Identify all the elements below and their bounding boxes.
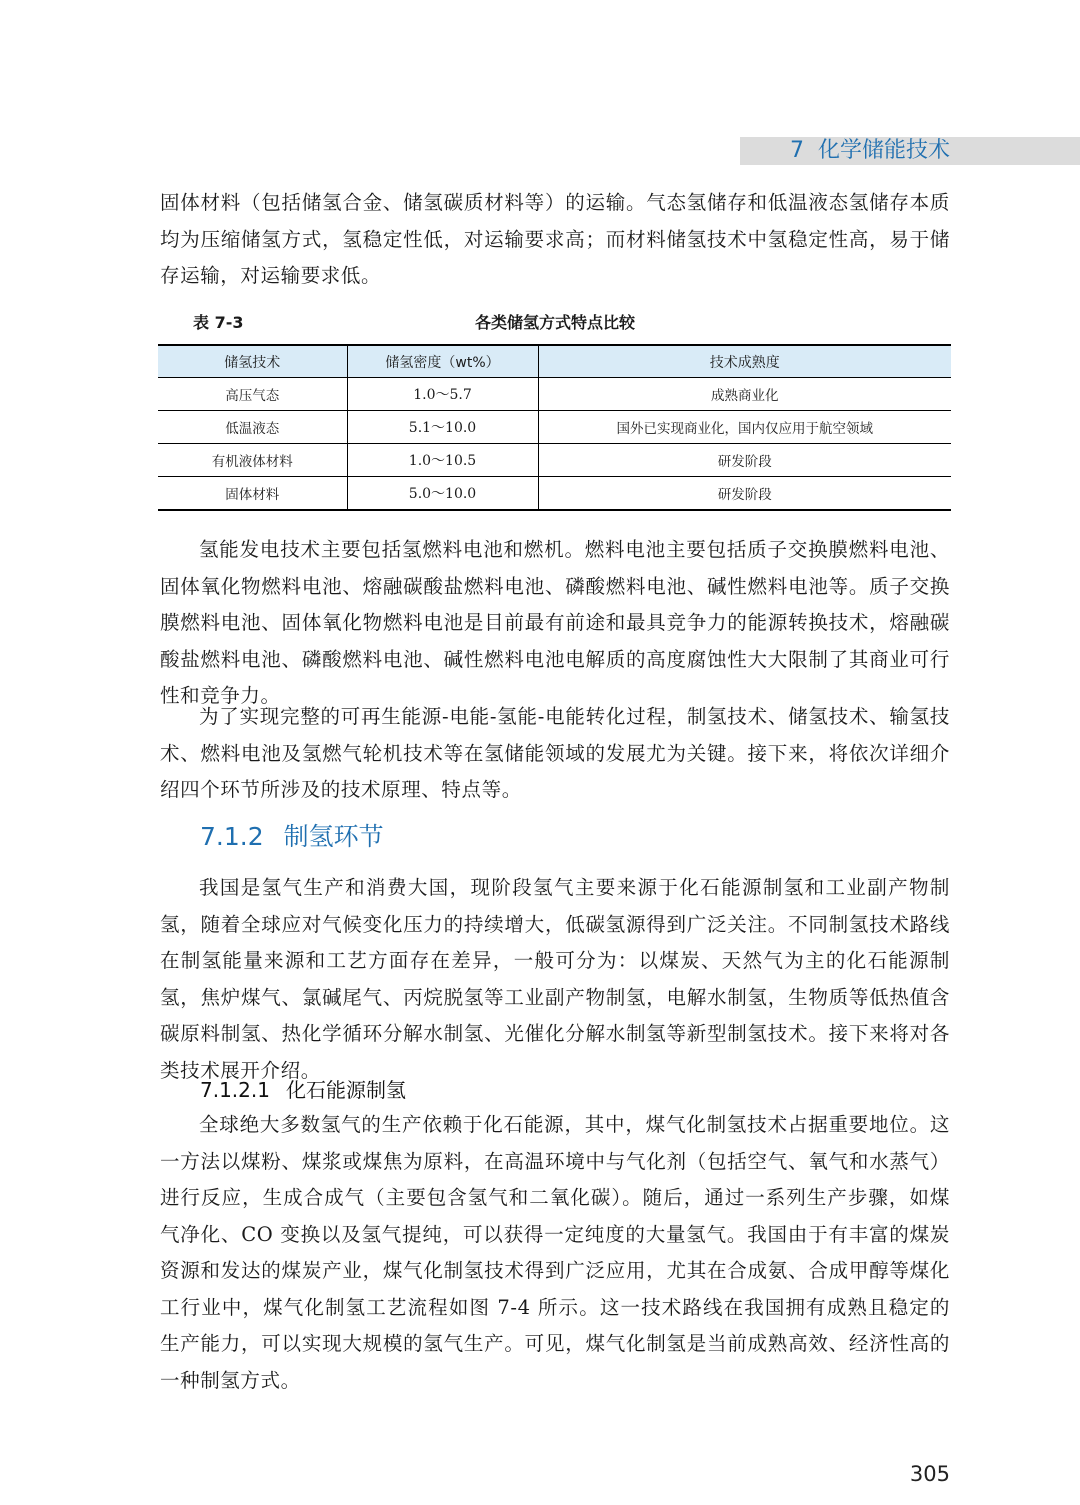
- table-cell: 1.0～10.5: [347, 444, 538, 477]
- paragraph-fuel-cells: 氢能发电技术主要包括氢燃料电池和燃机。燃料电池主要包括质子交换膜燃料电池、固体氧化物燃料电池、熔融碳酸盐燃料电池、磷酸燃料电池、碱性燃料电池等。质子交换膜燃料电池、固体氧化物燃料电池是目前最有前途和最具竞争力的能源转换技术，熔融碳酸盐燃料电池、磷酸燃料电池、碱性燃料电池电解质的高度腐蚀性大大限制了其商业可行性和竞争力。: [160, 538, 950, 707]
- table-row: [158, 411, 951, 444]
- table-cell: 5.0～10.0: [347, 477, 538, 511]
- table-row: [158, 444, 951, 477]
- table-cell: 低温液态: [158, 411, 347, 444]
- page-number: 305: [909, 1462, 950, 1486]
- storage-comparison-table: [158, 344, 951, 511]
- column-header: 技术成熟度: [538, 345, 951, 378]
- table-cell: 固体材料: [158, 477, 347, 511]
- table-title: 各类储氢方式特点比较: [474, 313, 635, 332]
- paragraph-coal-gasification: 全球绝大多数氢气的生产依赖于化石能源，其中，煤气化制氢技术占据重要地位。这一方法以煤粉、煤浆或煤焦为原料，在高温环境中与气化剂（包括空气、氧气和水蒸气）进行反应，生成合成气（主要包含氢气和二氧化碳）。随后，通过一系列生产步骤，如煤气净化、CO 变换以及氢气提纯，可以获得一定纯度的大量氢气。我国由于有丰富的煤炭资源和发达的煤炭产业，煤气化制氢技术得到广泛应用，尤其在合成氨、合成甲醇等煤化工行业中，煤气化制氢工艺流程如图 7-4 所示。这一技术路线在我国拥有成熟且稳定的生产能力，可以实现大规模的氢气生产。可见，煤气化制氢是当前成熟高效、经济性高的一种制氢方式。: [160, 1113, 950, 1392]
- subsection-number: 7.1.2.1: [200, 1078, 270, 1102]
- paragraph-storage-transport: 固体材料（包括储氢合金、储氢碳质材料等）的运输。气态氢储存和低温液态氢储存本质均为压缩储氢方式，氢稳定性低，对运输要求高；而材料储氢技术中氢稳定性高，易于储存运输，对运输要求低。: [160, 191, 950, 287]
- column-header: 储氢密度（wt%）: [347, 345, 538, 378]
- subsection-title: 化石能源制氢: [285, 1078, 406, 1102]
- table-caption: [160, 308, 950, 334]
- table-number: 表 7-3: [193, 313, 244, 332]
- subsection-heading: [200, 1074, 406, 1103]
- chapter-number: 7: [789, 138, 804, 163]
- table-header-row: [158, 345, 951, 378]
- table-cell: 有机液体材料: [158, 444, 347, 477]
- section-heading: [200, 817, 384, 853]
- table-cell: 成熟商业化: [538, 378, 951, 411]
- table-row: [158, 477, 951, 511]
- section-title: 制氢环节: [283, 822, 384, 851]
- table-cell: 1.0～5.7: [347, 378, 538, 411]
- table-cell: 研发阶段: [538, 477, 951, 511]
- table-cell: 研发阶段: [538, 444, 951, 477]
- paragraph-conversion-process: 为了实现完整的可再生能源-电能-氢能-电能转化过程，制氢技术、储氢技术、输氢技术、燃料电池及氢燃气轮机技术等在氢储能领域的发展尤为关键。接下来，将依次详细介绍四个环节所涉及的技术原理、特点等。: [160, 705, 950, 801]
- table-row: [158, 378, 951, 411]
- table-cell: 5.1～10.0: [347, 411, 538, 444]
- chapter-title: 化学储能技术: [817, 138, 950, 163]
- section-number: 7.1.2: [200, 822, 264, 851]
- chapter-header: [790, 136, 950, 166]
- table-cell: 高压气态: [158, 378, 347, 411]
- table-cell: 国外已实现商业化，国内仅应用于航空领域: [538, 411, 951, 444]
- column-header: 储氢技术: [158, 345, 347, 378]
- paragraph-hydrogen-production: 我国是氢气生产和消费大国，现阶段氢气主要来源于化石能源制氢和工业副产物制氢，随着全球应对气候变化压力的持续增大，低碳氢源得到广泛关注。不同制氢技术路线在制氢能量来源和工艺方面存在差异，一般可分为：以煤炭、天然气为主的化石能源制氢，焦炉煤气、氯碱尾气、丙烷脱氢等工业副产物制氢，电解水制氢，生物质等低热值含碳原料制氢、热化学循环分解水制氢、光催化分解水制氢等新型制氢技术。接下来将对各类技术展开介绍。: [160, 876, 950, 1082]
